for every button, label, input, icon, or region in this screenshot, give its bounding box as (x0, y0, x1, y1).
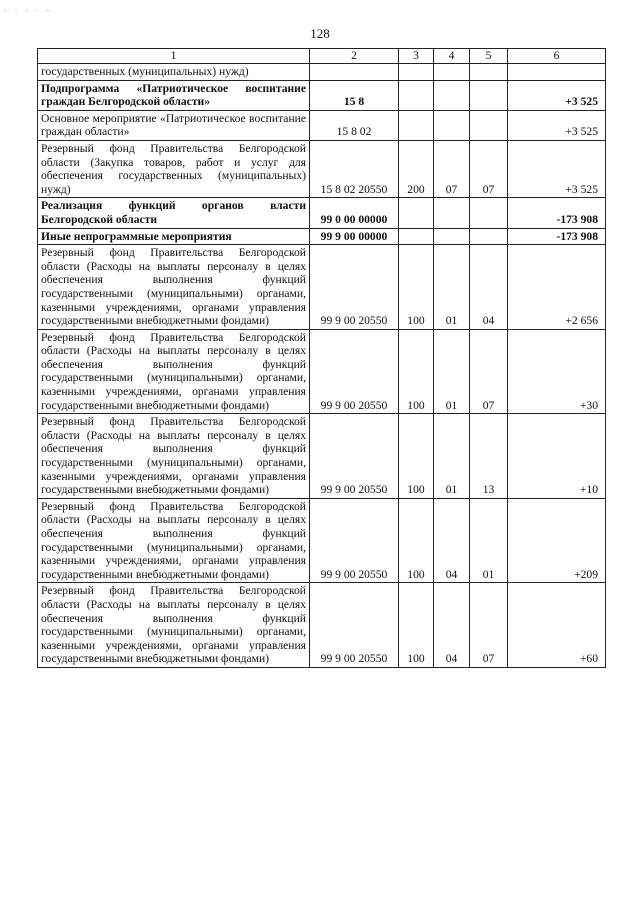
cell-amount: -173 908 (508, 198, 606, 228)
cell-name: Резервный фонд Правительства Белгородской области (Закупка товаров, работ и услуг для обеспечения государственных (муниципальных) нужд) (38, 140, 310, 197)
page-number: 128 (310, 26, 330, 41)
header-col-5: 5 (470, 49, 508, 64)
cell-amount: +10 (508, 414, 606, 499)
cell-code: 99 9 00 00000 (310, 228, 399, 245)
cell-pr (470, 64, 508, 81)
cell-name: Резервный фонд Правительства Белгородской области (Расходы на выплаты персоналу в целях обеспечения выполнения функций государственными (муниципальными) органами, казенными учреждениями, органами управления государственными внебюджетными фондами) (38, 414, 310, 499)
cell-rz: 01 (434, 414, 470, 499)
cell-rz: 01 (434, 245, 470, 330)
cell-code: 99 9 00 20550 (310, 245, 399, 330)
cell-vr (399, 64, 434, 81)
cell-vr (399, 228, 434, 245)
cell-name: Резервный фонд Правительства Белгородской области (Расходы на выплаты персоналу в целях обеспечения выполнения функций государственными (муниципальными) органами, казенными учреждениями, органами управления государственными внебюджетными фондами) (38, 245, 310, 330)
cell-rz: 04 (434, 498, 470, 583)
header-col-2: 2 (310, 49, 399, 64)
cell-amount: +60 (508, 583, 606, 668)
cell-rz (434, 110, 470, 140)
cell-code: 99 9 00 20550 (310, 329, 399, 414)
cell-vr: 100 (399, 329, 434, 414)
cell-pr: 07 (470, 329, 508, 414)
cell-vr: 200 (399, 140, 434, 197)
cell-vr (399, 110, 434, 140)
table-row (38, 140, 606, 197)
cell-name: государственных (муниципальных) нужд) (38, 64, 310, 81)
cell-pr (470, 110, 508, 140)
table-row (38, 80, 606, 110)
scan-corner-mark: - · - · - (4, 6, 53, 15)
cell-code: 15 8 02 20550 (310, 140, 399, 197)
cell-name: Основное мероприятие «Патриотическое воспитание граждан области» (38, 110, 310, 140)
budget-table (37, 48, 606, 668)
cell-vr (399, 198, 434, 228)
cell-amount: +3 525 (508, 140, 606, 197)
cell-name: Резервный фонд Правительства Белгородской области (Расходы на выплаты персоналу в целях обеспечения выполнения функций государственными (муниципальными) органами, казенными учреждениями, органами управления государственными внебюджетными фондами) (38, 583, 310, 668)
header-col-4: 4 (434, 49, 470, 64)
cell-name: Резервный фонд Правительства Белгородской области (Расходы на выплаты персоналу в целях обеспечения выполнения функций государственными (муниципальными) органами, казенными учреждениями, органами управления государственными внебюджетными фондами) (38, 498, 310, 583)
table-row (38, 228, 606, 245)
table-row (38, 64, 606, 81)
cell-pr: 01 (470, 498, 508, 583)
cell-rz (434, 64, 470, 81)
cell-amount: +30 (508, 329, 606, 414)
cell-code: 99 0 00 00000 (310, 198, 399, 228)
cell-amount: +209 (508, 498, 606, 583)
cell-amount: +3 525 (508, 80, 606, 110)
header-col-3: 3 (399, 49, 434, 64)
cell-amount: +2 656 (508, 245, 606, 330)
cell-vr: 100 (399, 245, 434, 330)
cell-pr: 04 (470, 245, 508, 330)
cell-rz (434, 80, 470, 110)
cell-vr: 100 (399, 583, 434, 668)
cell-name: Резервный фонд Правительства Белгородской области (Расходы на выплаты персоналу в целях обеспечения выполнения функций государственными (муниципальными) органами, казенными учреждениями, органами управления государственными внебюджетными фондами) (38, 329, 310, 414)
cell-code: 15 8 (310, 80, 399, 110)
cell-pr (470, 80, 508, 110)
header-col-1: 1 (38, 49, 310, 64)
table-row (38, 583, 606, 668)
cell-pr (470, 228, 508, 245)
cell-rz: 07 (434, 140, 470, 197)
cell-vr: 100 (399, 498, 434, 583)
table-row (38, 329, 606, 414)
header-row (38, 49, 606, 64)
cell-name: Подпрограмма «Патриотическое воспитание граждан Белгородской области» (38, 80, 310, 110)
cell-name: Иные непрограммные мероприятия (38, 228, 310, 245)
table-row (38, 414, 606, 499)
table-row (38, 198, 606, 228)
table-row (38, 110, 606, 140)
cell-pr (470, 198, 508, 228)
table-row (38, 498, 606, 583)
cell-vr (399, 80, 434, 110)
cell-vr: 100 (399, 414, 434, 499)
cell-pr: 07 (470, 583, 508, 668)
cell-code: 99 9 00 20550 (310, 498, 399, 583)
cell-amount: +3 525 (508, 110, 606, 140)
cell-code (310, 64, 399, 81)
cell-rz (434, 228, 470, 245)
cell-amount: -173 908 (508, 228, 606, 245)
cell-name: Реализация функций органов власти Белгородской области (38, 198, 310, 228)
table-body (38, 64, 606, 668)
cell-pr: 13 (470, 414, 508, 499)
cell-rz: 04 (434, 583, 470, 668)
cell-code: 99 9 00 20550 (310, 414, 399, 499)
table-row (38, 245, 606, 330)
cell-rz: 01 (434, 329, 470, 414)
header-col-6: 6 (508, 49, 606, 64)
cell-rz (434, 198, 470, 228)
cell-amount (508, 64, 606, 81)
cell-code: 15 8 02 (310, 110, 399, 140)
cell-pr: 07 (470, 140, 508, 197)
cell-code: 99 9 00 20550 (310, 583, 399, 668)
